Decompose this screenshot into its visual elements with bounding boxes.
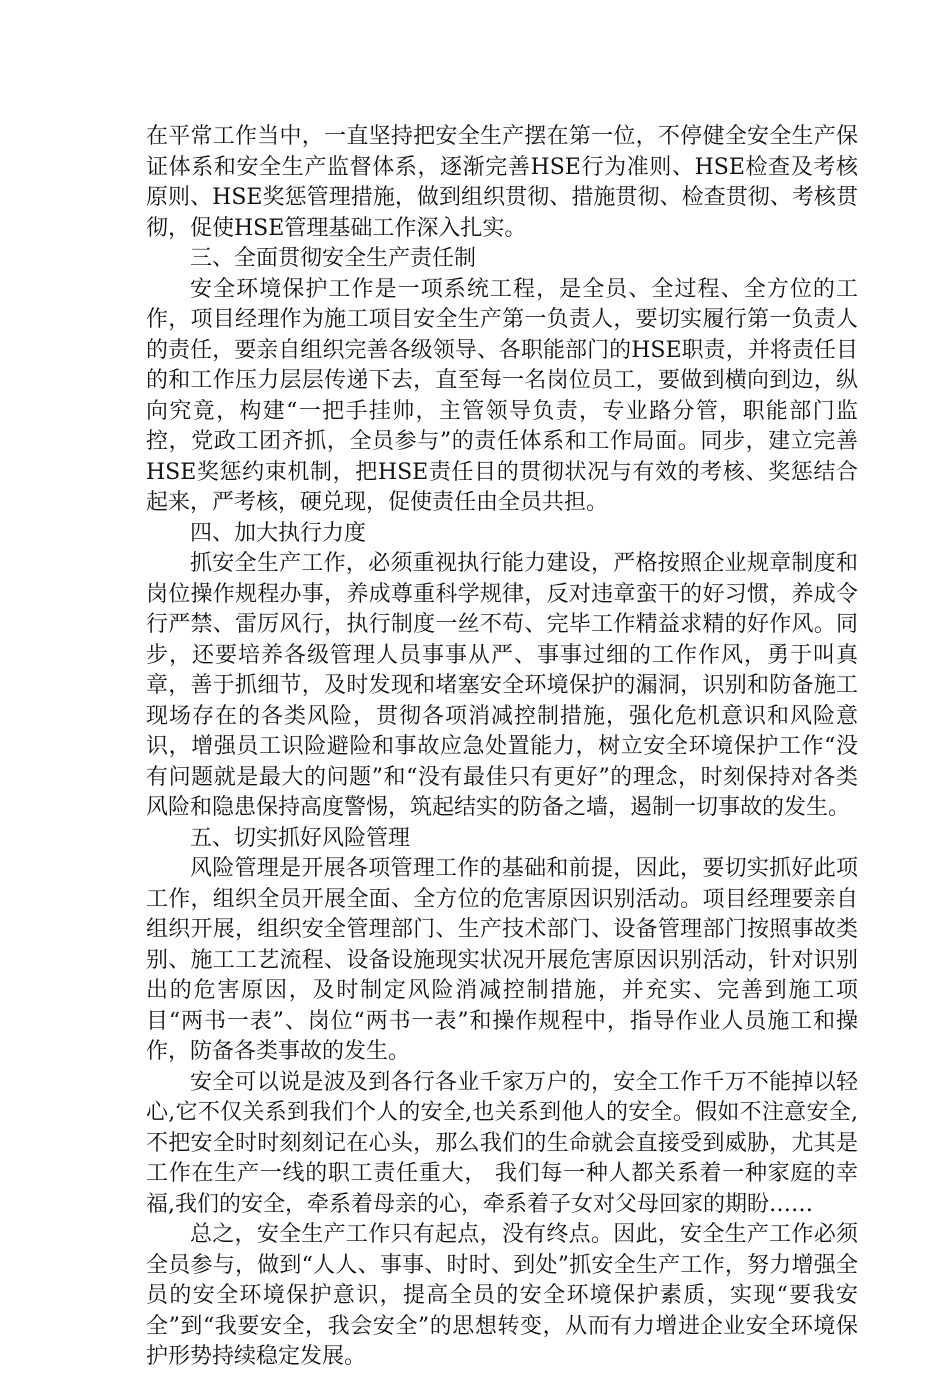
document-body: [146, 122, 858, 1373]
section-heading-5: 五、切实抓好风险管理: [190, 825, 411, 851]
paragraph-intro: 在平常工作当中，一直坚持把安全生产摆在第一位，不停健全安全生产保证体系和安全生产监督体系，逐渐完善HSE行为准则、HSE检查及考核原则、HSE奖惩管理措施，做到组织贯彻、措施贯彻、检查贯彻、考核贯彻，促使HSE管理基础工作深入扎实。: [146, 124, 858, 241]
section-heading-3: 三、全面贯彻安全生产责任制: [190, 246, 477, 271]
paragraph-execution: 抓安全生产工作，必须重视执行能力建设，严格按照企业规章制度和岗位操作规程办事，养成尊重科学规律，反对违章蛮干的好习惯，养成令行严禁、雷厉风行，执行制度一丝不苟、完毕工作精益求精的好作风。同步，还要培养各级管理人员事事从严、事事过细的工作作风，勇于叫真章，善于抓细节，及时发现和堵塞安全环境保护的漏洞，识别和防备施工现场存在的各类风险，贯彻各项消减控制措施，强化危机意识和风险意识，增强员工识险避险和事故应急处置能力，树立安全环境保护工作“没有问题就是最大的问题”和“没有最佳只有更好”的理念，时刻保持对各类风险和隐患保持高度警惕，筑起结实的防备之墙，遏制一切事故的发生。: [146, 551, 858, 820]
paragraph-responsibility: 安全环境保护工作是一项系统工程，是全员、全过程、全方位的工作，项目经理作为施工项目安全生产第一负责人，要切实履行第一负责人的责任，要亲自组织完善各级领导、各职能部门的HSE职责，并将责任目的和工作压力层层传递下去，直至每一名岗位员工，要做到横向到边，纵向究竟，构建“一把手挂帅，主管领导负责，专业路分管，职能部门监控，党政工团齐抓，全员参与”的责任体系和工作局面。同步，建立完善HSE奖惩约束机制，把HSE责任目的贯彻状况与有效的考核、奖惩结合起来，严考核，硬兑现，促使责任由全员共担。: [146, 276, 858, 515]
section-heading-4: 四、加大执行力度: [190, 520, 367, 546]
paragraph-safety-everyone: 安全可以说是波及到各行各业千家万户的，安全工作千万不能掉以轻心,它不仅关系到我们个人的安全,也关系到他人的安全。假如不注意安全,不把安全时时刻刻记在心头，那么我们的生命就会直接受到威胁，尤其是工作在生产一线的职工责任重大， 我们每一种人都关系着一种家庭的幸福,我们的安全，牵系着母亲的心，牵系着子女对父母回家的期盼……: [146, 1069, 858, 1217]
paragraph-conclusion: 总之，安全生产工作只有起点，没有终点。因此，安全生产工作必须全员参与，做到“人人、事事、时时、到处”抓安全生产工作，努力增强全员的安全环境保护意识，提高全员的安全环境保护素质，实现“要我安全”到“我要安全，我会安全”的思想转变，从而有力增进企业安全环境保护形势持续稳定发展。: [146, 1222, 858, 1369]
paragraph-risk-management: 风险管理是开展各项管理工作的基础和前提，因此，要切实抓好此项工作，组织全员开展全面、全方位的危害原因识别活动。项目经理要亲自组织开展，组织安全管理部门、生产技术部门、设备管理部门按照事故类别、施工工艺流程、设备设施现实状况开展危害原因识别活动，针对识别出的危害原因，及时制定风险消减控制措施，并充实、完善到施工项目“两书一表”、岗位“两书一表”和操作规程中，指导作业人员施工和操作，防备各类事故的发生。: [146, 856, 858, 1064]
